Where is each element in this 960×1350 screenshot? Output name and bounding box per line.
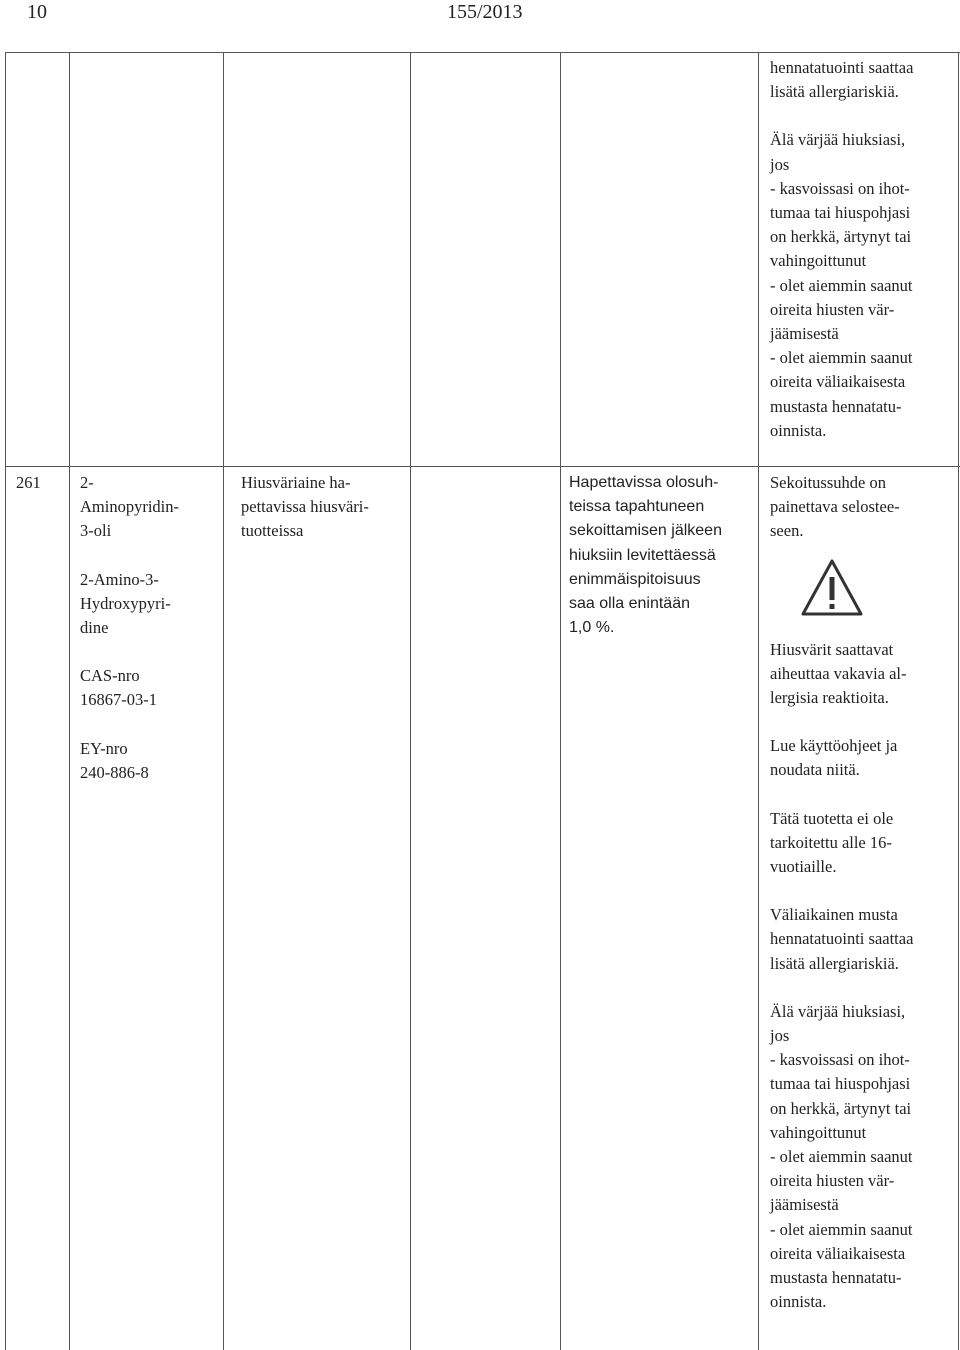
row-divider <box>5 466 960 467</box>
reference-number: 261 <box>16 473 41 492</box>
reference-number-cell <box>16 471 66 495</box>
mixing-ratio-text: Sekoitussuhde on painettava selostee- seen. <box>770 473 900 541</box>
inci-name: 2-Amino-3- Hydroxypyri- dine <box>80 569 171 638</box>
column-divider <box>69 52 70 1350</box>
document-reference: 155/2013 <box>447 1 523 23</box>
instructions-text: Lue käyttöohjeet ja noudata niitä. <box>770 736 898 780</box>
substance-identification-cell <box>80 471 220 785</box>
max-concentration-cell: Hapettavissa olosuh- teissa tapahtuneen sekoittamisen jälkeen hiuksiin levitettäessä enimmäispitoisuus saa olla enintään 1,0 %. <box>569 474 722 637</box>
cas-number: CAS-nro 16867-03-1 <box>80 666 157 710</box>
product-type-cell: Hiusväriaine ha- pettavissa hiusväri- tuotteissa <box>241 473 369 541</box>
henna-risk-text: Väliaikainen musta hennatatuointi saattaa lisätä allergiariskiä. <box>770 905 914 973</box>
column-divider <box>223 52 224 1350</box>
column-divider <box>560 52 561 1350</box>
allergy-warning-text: Hiusvärit saattavat aiheuttaa vakavia al- lergisia reaktioita. <box>770 639 907 708</box>
table-right-border <box>958 52 959 1350</box>
conditions-warnings-cell <box>770 471 955 1314</box>
table-top-border <box>5 52 960 53</box>
ec-number: EY-nro 240-886-8 <box>80 738 149 782</box>
column-divider <box>758 52 759 1350</box>
chemical-name: 2- Aminopyridin- 3-oli <box>80 473 179 541</box>
continued-conditions-cell <box>770 56 955 443</box>
column-divider <box>410 52 411 1350</box>
do-not-dye-warning: Älä värjää hiuksiasi, jos - kasvoissasi on ihot- tumaa tai hiuspohjasi on herkkä, ärtynyt tai vahingoittunut - olet aiemmin saanut oireita hiusten vär- jäämisestä - olet aiemmin saanut oireita väliaikaisesta mustasta hennatatu- oinnista. <box>770 130 913 440</box>
age-restriction-text: Tätä tuotetta ei ole tarkoitettu alle 16- vuotiaille. <box>770 808 894 877</box>
warning-triangle-icon <box>800 558 864 618</box>
do-not-dye-warning: Älä värjää hiuksiasi, jos - kasvoissasi on ihot- tumaa tai hiuspohjasi on herkkä, ärtynyt tai vahingoittunut - olet aiemmin saanut oireita hiusten vär- jäämisestä - olet aiemmin saanut oireita väliaikaisesta mustasta hennatatu- oinnista. <box>770 1001 913 1312</box>
page-number: 10 <box>27 1 47 23</box>
table-left-border <box>5 52 6 1350</box>
henna-risk-text: hennatatuointi saattaa lisätä allergiariskiä. <box>770 58 914 102</box>
